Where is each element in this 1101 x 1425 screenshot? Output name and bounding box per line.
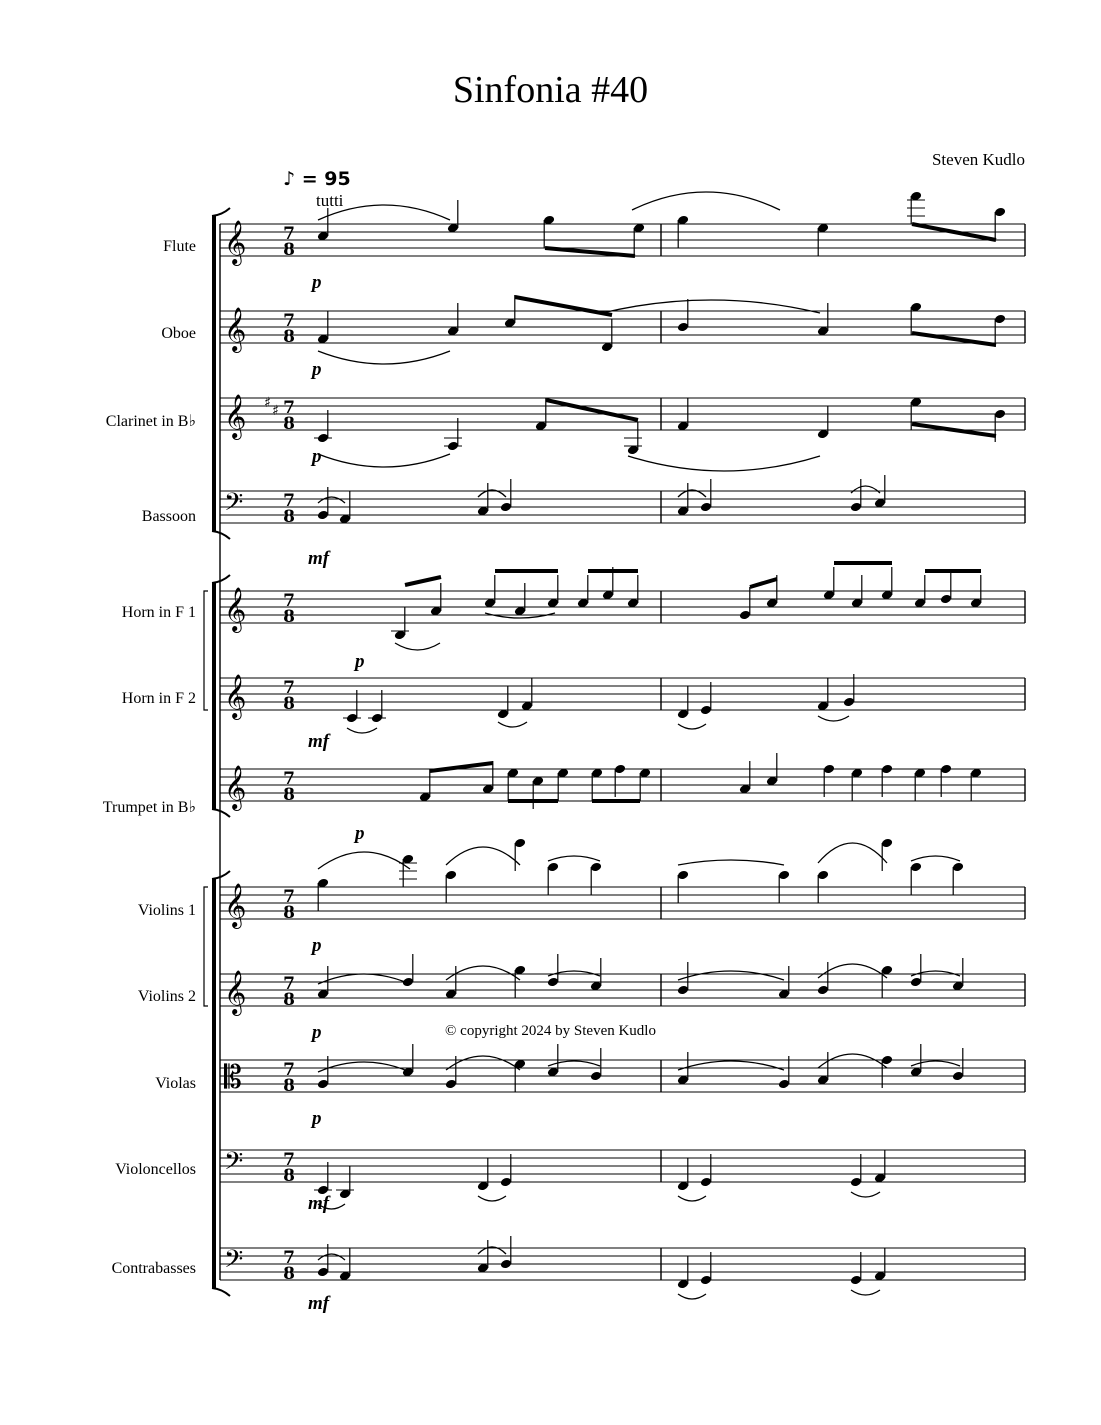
slur: [632, 192, 780, 210]
dynamic-clarinet: p: [312, 446, 322, 467]
time-signature-numerator: 7: [283, 224, 295, 244]
slur: [318, 1254, 345, 1260]
treble-clef-icon: 𝄞: [224, 674, 247, 718]
slur: [498, 722, 527, 727]
dynamic-violins2: p: [312, 1022, 322, 1043]
slur: [347, 728, 377, 733]
time-signature-numerator: 7: [283, 769, 295, 789]
time-signature-numerator: 7: [283, 1150, 295, 1170]
slur: [318, 205, 450, 220]
brass-bracket-top: [212, 575, 230, 583]
woodwinds-bracket-top: [212, 208, 230, 216]
slur: [318, 351, 450, 364]
slur: [318, 1204, 345, 1209]
time-signature-denominator: 8: [283, 990, 295, 1010]
slur: [446, 966, 520, 980]
instrument-label-flute: Flute: [163, 238, 196, 255]
dynamic-bassoon: mf: [308, 548, 330, 569]
slur: [318, 454, 450, 467]
treble-clef-icon: 𝄞: [224, 394, 247, 438]
beam: [546, 400, 638, 420]
beam: [430, 763, 493, 771]
time-signature-numerator: 7: [283, 311, 295, 331]
slur: [911, 856, 960, 861]
slur: [678, 1061, 784, 1070]
instrument-label-oboe: Oboe: [161, 325, 196, 342]
slur: [678, 724, 706, 729]
composer-name: Steven Kudlo: [931, 150, 1025, 169]
time-signature-denominator: 8: [283, 1264, 295, 1284]
dynamic-violins1: p: [312, 935, 322, 956]
treble-clef-icon: 𝄞: [224, 765, 247, 809]
slur: [678, 971, 784, 980]
dynamic-horn1: p: [355, 651, 365, 672]
strings-bracket-bottom: [212, 1288, 230, 1296]
time-signature-numerator: 7: [283, 887, 295, 907]
treble-clef-icon: 𝄞: [224, 220, 247, 264]
dynamic-trumpet: p: [355, 823, 365, 844]
tempo-value: = 95: [301, 168, 351, 190]
time-signature-numerator: 7: [283, 491, 295, 511]
slur: [678, 1294, 706, 1299]
expression-tutti: tutti: [316, 191, 344, 210]
beam: [545, 248, 635, 256]
treble-clef-icon: 𝄞: [224, 883, 247, 927]
instrument-label-bassoon: Bassoon: [141, 508, 196, 525]
slur: [548, 856, 600, 861]
beam: [405, 577, 441, 585]
slur: [678, 1196, 706, 1201]
time-signature-denominator: 8: [283, 607, 295, 627]
time-signature-numerator: 7: [283, 1060, 295, 1080]
time-signature-numerator: 7: [283, 1248, 295, 1268]
time-signature-denominator: 8: [283, 903, 295, 923]
slur: [548, 1061, 600, 1066]
instrument-label-horn2: Horn in F 2: [121, 690, 196, 707]
time-signature-denominator: 8: [283, 694, 295, 714]
violin-subbracket: [204, 887, 208, 1006]
dynamic-violas: p: [312, 1108, 322, 1129]
slur: [318, 497, 345, 503]
instrument-label-violoncellos: Violoncellos: [115, 1161, 196, 1178]
slur: [395, 643, 440, 650]
bass-clef-icon: 𝄢: [224, 1147, 244, 1182]
dynamic-violoncellos: mf: [308, 1193, 330, 1214]
copyright-text: © copyright 2024 by Steven Kudlo: [445, 1023, 656, 1039]
time-signature-denominator: 8: [283, 240, 295, 260]
slur: [318, 852, 410, 869]
slur: [818, 843, 887, 863]
instrument-label-clarinet: Clarinet in B♭: [105, 413, 196, 430]
time-signature-numerator: 7: [283, 974, 295, 994]
time-signature-denominator: 8: [283, 327, 295, 347]
slur: [446, 847, 520, 865]
beam: [750, 579, 777, 587]
slur: [851, 486, 880, 493]
bass-clef-icon: 𝄢: [224, 488, 244, 523]
time-signature-denominator: 8: [283, 414, 295, 434]
bass-clef-icon: 𝄢: [224, 1245, 244, 1280]
treble-clef-icon: 𝄞: [224, 970, 247, 1014]
instrument-label-horn1: Horn in F 1: [121, 604, 196, 621]
horn-subbracket: [204, 591, 208, 710]
time-signature-denominator: 8: [283, 1166, 295, 1186]
instrument-label-violins1: Violins 1: [137, 902, 196, 919]
slur: [911, 1061, 960, 1066]
instrument-label-contrabasses: Contrabasses: [111, 1260, 196, 1277]
slur: [818, 716, 849, 721]
slur: [318, 1062, 410, 1072]
woodwinds-bracket-bottom: [212, 531, 230, 539]
time-signature-numerator: 7: [283, 678, 295, 698]
dynamic-flute: p: [312, 272, 322, 293]
time-signature-denominator: 8: [283, 507, 295, 527]
time-signature-denominator: 8: [283, 1076, 295, 1096]
alto-clef-icon: 𝄡: [224, 1058, 242, 1096]
instrument-label-violas: Violas: [155, 1075, 196, 1092]
treble-clef-icon: 𝄞: [224, 587, 247, 631]
time-signature-numerator: 7: [283, 398, 295, 418]
slur: [851, 1192, 880, 1197]
time-signature-numerator: 7: [283, 591, 295, 611]
slur: [851, 1290, 880, 1295]
sharp-icon: ♯: [264, 395, 271, 411]
instrument-label-violins2: Violins 2: [137, 988, 196, 1005]
slur: [478, 1196, 506, 1201]
brass-bracket-bottom: [212, 809, 230, 817]
beam: [515, 297, 612, 315]
slur: [628, 456, 820, 471]
sharp-icon: ♯: [272, 403, 279, 419]
strings-bracket-top: [212, 871, 230, 879]
time-signature-denominator: 8: [283, 785, 295, 805]
treble-clef-icon: 𝄞: [224, 307, 247, 351]
eighth-note-icon: ♪: [283, 168, 296, 190]
dynamic-contrabasses: mf: [308, 1293, 330, 1314]
dynamic-oboe: p: [312, 359, 322, 380]
dynamic-horn2: mf: [308, 731, 330, 752]
instrument-label-trumpet: Trumpet in B♭: [102, 799, 196, 816]
score-title: Sinfonia #40: [452, 69, 649, 111]
slur: [678, 860, 784, 865]
